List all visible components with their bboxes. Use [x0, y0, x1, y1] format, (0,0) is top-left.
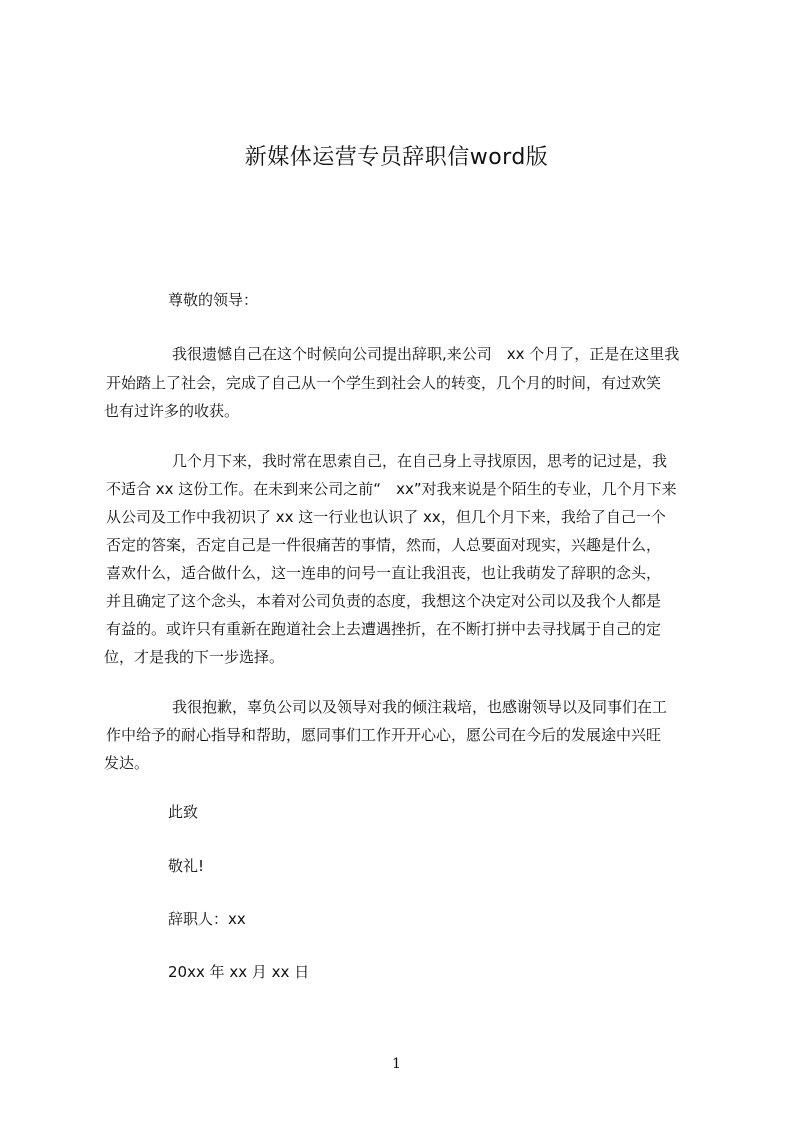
document-title: 新媒体运营专员辞职信word版 [244, 145, 549, 170]
page-number: 1 [392, 1056, 401, 1072]
closing-cizhi: 此致 [168, 803, 199, 821]
paragraph2-line4: 否定的答案，否定自己是一件很痛苦的事情，然而，人总要面对现实，兴趣是什么， [106, 536, 662, 554]
closing-jingli: 敬礼! [168, 857, 205, 875]
paragraph2-line1: 几个月下来，我时常在思索自己，在自己身上寻找原因，思考的记过是，我 [172, 452, 668, 470]
paragraph1-line3: 也有过许多的收获。 [104, 402, 240, 420]
paragraph1-line2: 开始踏上了社会，完成了自己从一个学生到社会人的转变，几个月的时间，有过欢笑 [106, 374, 662, 392]
paragraph2-line7: 有益的。或许只有重新在跑道社会上去遭遇挫折，在不断打拼中去寻找属于自己的定 [106, 620, 662, 638]
paragraph2-line5: 喜欢什么，适合做什么，这一连串的问号一直让我沮丧，也让我萌发了辞职的念头， [106, 564, 662, 582]
paragraph2-line3: 从公司及工作中我初识了 xx 这一行业也认识了 xx，但几个月下来，我给了自己一个 [106, 508, 666, 526]
paragraph3-line1: 我很抱歉，辜负公司以及领导对我的倾注栽培，也感谢领导以及同事们在工 [172, 698, 668, 716]
paragraph2-line8: 位，才是我的下一步选择。 [104, 648, 285, 666]
paragraph1-line1: 我很遗憾自己在这个时候向公司提出辞职,来公司 xx 个月了，正是在这里我 [172, 345, 680, 363]
paragraph3-line2: 作中给予的耐心指导和帮助，愿同事们工作开开心心，愿公司在今后的发展途中兴旺 [106, 726, 662, 744]
paragraph3-line3: 发达。 [104, 754, 150, 772]
paragraph2-line6: 并且确定了这个念头，本着对公司负责的态度，我想这个决定对公司以及我个人都是 [106, 592, 662, 610]
salutation: 尊敬的领导： [168, 291, 259, 309]
signer-line: 辞职人：xx [168, 910, 246, 928]
date-line: 20xx 年 xx 月 xx 日 [168, 963, 310, 981]
paragraph2-line2: 不适合 xx 这份工作。在未到来公司之前“ xx”对我来说是个陌生的专业，几个月下来 [106, 480, 677, 498]
